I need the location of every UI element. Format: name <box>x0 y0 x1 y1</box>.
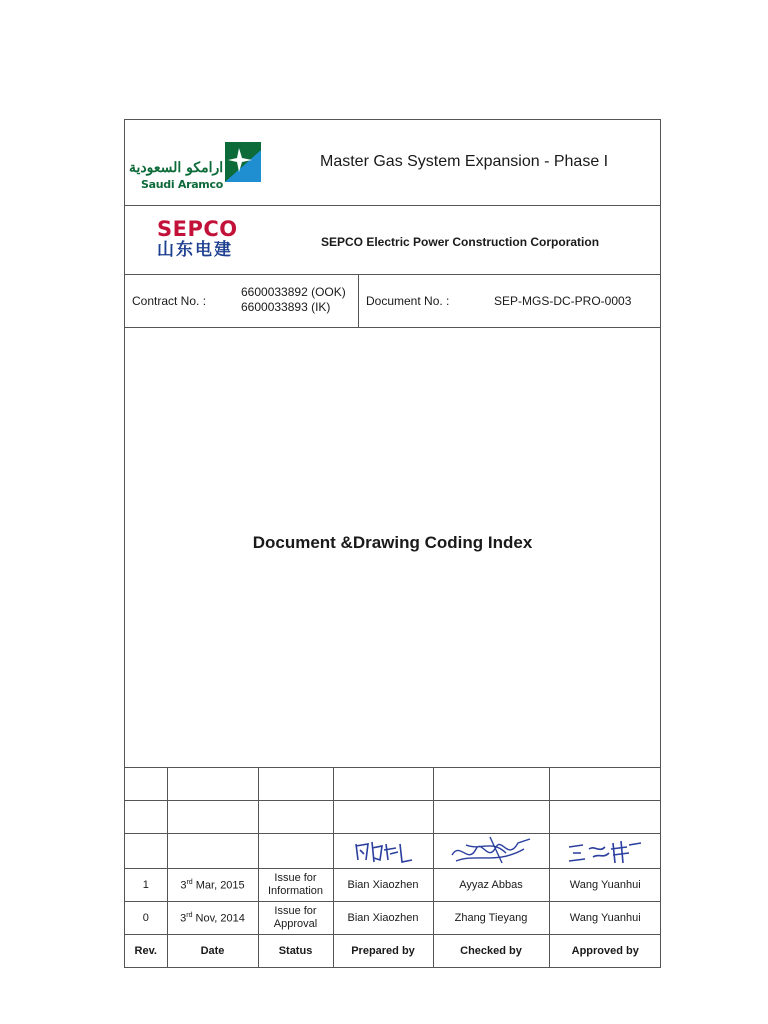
prepared-signature <box>333 834 433 869</box>
prepared-by-cell: Bian Xiaozhen <box>333 902 433 935</box>
table-row <box>125 869 661 902</box>
sepco-logo-chinese: 山东电建 <box>157 240 233 260</box>
prepared-by-header: Prepared by <box>333 935 433 968</box>
aramco-arabic-wordmark: ارامكو السعودية <box>129 160 224 176</box>
contract-number-1: 6600033892 (OOK) <box>241 285 346 299</box>
status-cell: Issue for Information <box>258 869 333 902</box>
handwritten-signature-icon <box>446 835 536 867</box>
table-row <box>125 768 661 801</box>
project-header-row <box>125 120 660 206</box>
approved-signature <box>549 834 661 869</box>
document-title: Document &Drawing Coding Index <box>252 533 533 552</box>
document-no-label: Document No. : <box>366 294 450 308</box>
checked-signature <box>433 834 549 869</box>
contract-no-label: Contract No. : <box>132 294 207 308</box>
approved-by-cell: Wang Yuanhui <box>549 869 661 902</box>
document-number: SEP-MGS-DC-PRO-0003 <box>494 294 632 308</box>
status-header: Status <box>258 935 333 968</box>
contract-numbers <box>241 285 346 315</box>
saudi-aramco-logo <box>129 130 261 194</box>
document-cover-frame <box>124 119 661 968</box>
sepco-logo <box>157 218 238 260</box>
contractor-header-row <box>125 206 660 275</box>
handwritten-signature-icon <box>348 836 418 866</box>
prepared-by-cell: Bian Xiaozhen <box>333 869 433 902</box>
rev-header: Rev. <box>125 935 167 968</box>
aramco-english-wordmark: Saudi Aramco <box>141 178 223 191</box>
contract-number-2: 6600033893 (IK) <box>241 300 331 314</box>
signature-row <box>125 834 661 869</box>
reference-numbers-row <box>125 275 660 328</box>
date-cell: 3rd Nov, 2014 <box>167 902 258 935</box>
title-body <box>125 328 660 768</box>
checked-by-cell: Zhang Tieyang <box>433 902 549 935</box>
company-name: SEPCO Electric Power Construction Corporation <box>321 235 600 249</box>
approved-by-header: Approved by <box>571 945 639 957</box>
status-cell: Issue for Approval <box>258 902 333 935</box>
revision-table <box>125 768 661 967</box>
checked-by-header: Checked by <box>433 935 549 968</box>
rev-cell: 1 <box>125 869 167 902</box>
date-header: Date <box>167 935 258 968</box>
rev-cell: 0 <box>125 902 167 935</box>
checked-by-cell: Ayyaz Abbas <box>433 869 549 902</box>
handwritten-signature-icon <box>563 837 647 865</box>
table-row <box>125 801 661 834</box>
aramco-star-icon <box>225 142 261 182</box>
sepco-logo-english: SEPCO <box>157 217 238 241</box>
table-row <box>125 902 661 935</box>
project-title: Master Gas System Expansion - Phase I <box>320 153 609 170</box>
table-header-row <box>125 935 661 968</box>
divider <box>358 275 359 327</box>
approved-by-cell: Wang Yuanhui <box>549 902 661 935</box>
date-cell: 3rd Mar, 2015 <box>167 869 258 902</box>
